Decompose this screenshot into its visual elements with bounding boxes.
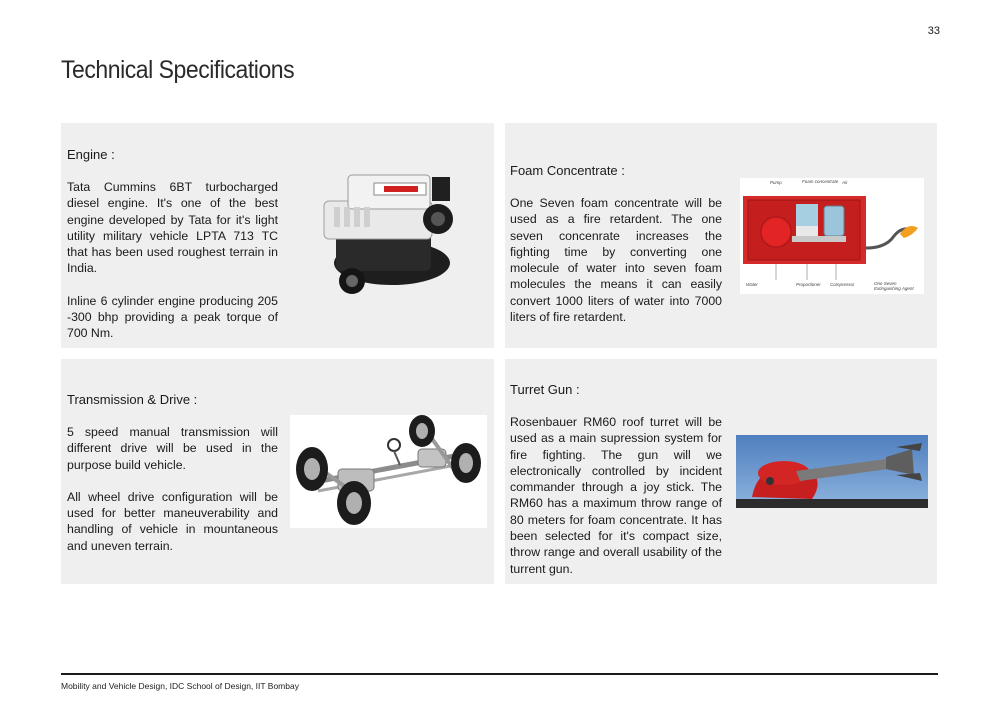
drivetrain-image bbox=[290, 415, 487, 528]
turret-heading: Turret Gun : bbox=[510, 382, 580, 397]
turret-gun-image bbox=[736, 435, 928, 508]
footer-text: Mobility and Vehicle Design, IDC School of Design, IIT Bombay bbox=[61, 681, 299, 691]
page-title: Technical Specifications bbox=[61, 56, 295, 84]
diagram-label-water: Water bbox=[746, 282, 758, 287]
transmission-paragraph: All wheel drive configuration will be used for better maneuverability and handling of vehicle in mountaneous and uneven terrain. bbox=[67, 489, 278, 553]
diagram-label-foam: Foam concentrate bbox=[802, 179, 839, 184]
engine-image bbox=[314, 163, 469, 298]
transmission-paragraph: 5 speed manual transmission will different drive will be used in the purpose build vehicle. bbox=[67, 425, 278, 472]
foam-text bbox=[510, 195, 722, 341]
engine-heading: Engine : bbox=[67, 147, 115, 162]
engine-paragraph: Tata Cummins 6BT turbocharged diesel engine. It's one of the best engine developed by Tata for it's light utility military vehicle LPTA 713 TC that has been used roughest terrain in India. bbox=[67, 180, 278, 276]
transmission-heading: Transmission & Drive : bbox=[67, 392, 198, 407]
foam-panel bbox=[505, 123, 937, 348]
diagram-label-pump: Pump bbox=[770, 180, 782, 185]
transmission-text bbox=[67, 424, 278, 570]
engine-paragraph: Inline 6 cylinder engine producing 205 -300 bhp providing a peak torque of 700 Nm. bbox=[67, 293, 278, 341]
diagram-label-agent: One Seven Extinguishing Agent bbox=[874, 281, 914, 291]
diagram-label-agent-wrap bbox=[874, 281, 922, 294]
page-number: 33 bbox=[927, 25, 940, 37]
turret-text bbox=[510, 414, 722, 593]
foam-heading: Foam Concentrate : bbox=[510, 163, 625, 178]
transmission-panel bbox=[61, 359, 494, 584]
diagram-label-air: Air bbox=[842, 180, 848, 185]
foam-diagram bbox=[740, 178, 924, 294]
diagram-label-compressor: Compressor bbox=[830, 282, 855, 287]
footer-divider bbox=[61, 673, 938, 675]
engine-text bbox=[67, 179, 278, 358]
foam-paragraph: One Seven foam concentrate will be used as a fire retardent. The one seven concenrate increases the fighting time by converting one molecule of water into seven foam molecules the means it can easily convert 1000 liters of water into 7000 liters of fire retardent. bbox=[510, 196, 722, 325]
engine-panel bbox=[61, 123, 494, 348]
turret-paragraph: Rosenbauer RM60 roof turret will be used as a main supression system for fire fighting. The gun will we electronically controlled by incident commander through a joy stick. The RM60 has a maximum throw range of 80 meters for foam concentrate. It has been selected for it's compact size, throw range and overall usability of the turrent gun. bbox=[510, 415, 722, 576]
turret-panel bbox=[505, 359, 937, 584]
diagram-label-proportioner: Proportioner bbox=[796, 282, 821, 287]
